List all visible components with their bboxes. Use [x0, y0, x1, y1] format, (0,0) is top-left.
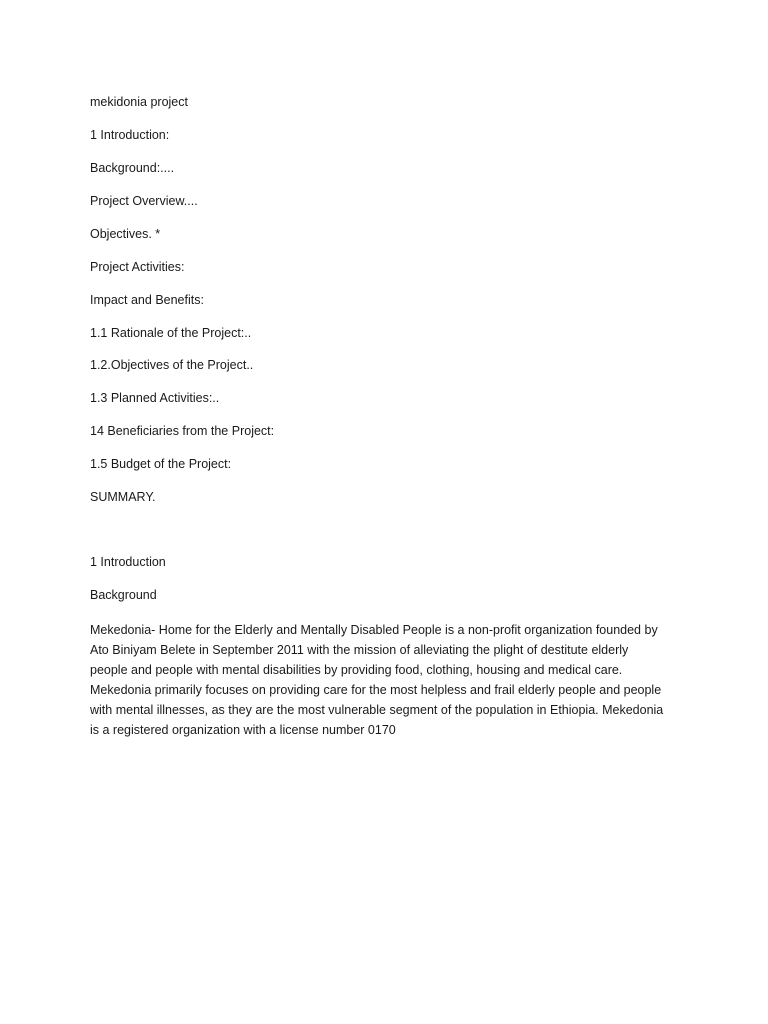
- toc-item: SUMMARY.: [90, 490, 156, 504]
- paragraph-line: people and people with mental disabilities by providing food, clothing, housing and medical care.: [90, 663, 623, 677]
- toc-item: 1.5 Budget of the Project:: [90, 457, 232, 471]
- toc-item: 14 Beneficiaries from the Project:: [90, 424, 275, 438]
- toc-item: Project Overview....: [90, 194, 198, 208]
- toc-item: Background:....: [90, 161, 175, 175]
- background-paragraph: [90, 620, 690, 740]
- toc-item: 1.3 Planned Activities:..: [90, 391, 220, 405]
- toc-item: Objectives. *: [90, 227, 161, 241]
- toc-item: 1.2.Objectives of the Project..: [90, 358, 254, 372]
- paragraph-line: with mental illnesses, as they are the most vulnerable segment of the population in Ethiopia. Mekedonia: [90, 703, 664, 717]
- paragraph-line: Mekedonia- Home for the Elderly and Mentally Disabled People is a non-profit organization founded by: [90, 623, 658, 637]
- toc-item: Project Activities:: [90, 260, 185, 274]
- toc-item: 1.1 Rationale of the Project:..: [90, 326, 252, 340]
- document-title: mekidonia project: [90, 95, 188, 109]
- paragraph-line: is a registered organization with a license number 0170: [90, 723, 396, 737]
- toc-item: 1 Introduction:: [90, 128, 170, 142]
- toc-item: Impact and Benefits:: [90, 293, 204, 307]
- subsection-heading: Background: [90, 588, 157, 602]
- section-heading: 1 Introduction: [90, 555, 166, 569]
- paragraph-line: Ato Biniyam Belete in September 2011 with the mission of alleviating the plight of destitute elderly: [90, 643, 629, 657]
- paragraph-line: Mekedonia primarily focuses on providing care for the most helpless and frail elderly people and people: [90, 683, 662, 697]
